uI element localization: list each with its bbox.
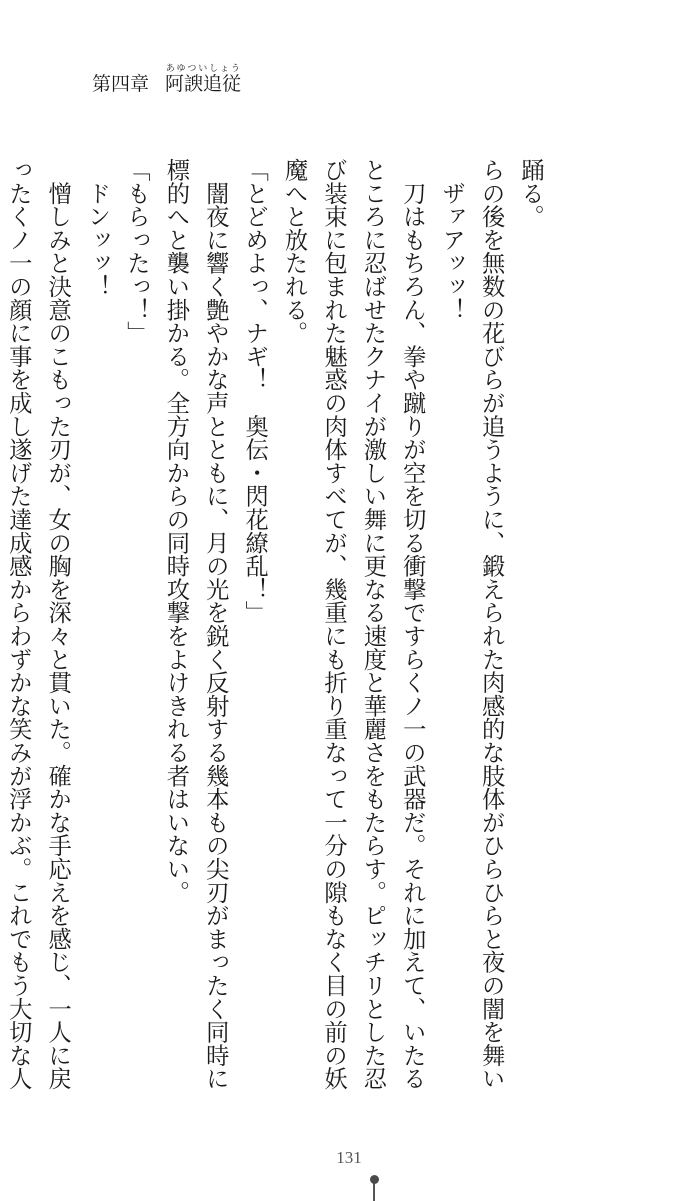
- folio-ornament-stem: [373, 1181, 375, 1201]
- text-line: 「とどめよっ、ナギ！ 奥伝・閃花繚乱！」: [241, 158, 269, 624]
- text-line: 標的へと襲い掛かる。全方向からの同時攻撃をよけきれる者はいない。: [162, 158, 190, 904]
- chapter-title-reading: あゆついしょう: [165, 64, 242, 74]
- text-line: 闇夜に響く艶やかな声とともに、月の光を鋭く反射する幾本もの尖刃がまったく同時に: [201, 158, 229, 1090]
- chapter-label: 第四章: [92, 73, 150, 95]
- folio-ornament: [373, 1171, 376, 1200]
- page-number: 131: [336, 1148, 362, 1167]
- text-line: ザァアッッ！: [438, 158, 466, 322]
- text-line: 「もらったっ！」: [122, 158, 150, 345]
- text-line: 憎しみと決意のこもった刃が、女の胸を深々と貫いた。確かな手応えを感じ、一人に戻: [44, 158, 72, 1090]
- body-text: [0, 158, 550, 1090]
- text-line: ったくノ一の顔に事を成し遂げた達成感からわずかな笑みが浮かぶ。これでもう大切な人: [4, 158, 32, 1090]
- chapter-title: [165, 64, 241, 96]
- text-line: 踊る。: [517, 158, 544, 228]
- text-line: 刀はもちろん、拳や蹴りが空を切る衝撃ですらくノ一の武器だ。それに加えて、いたる: [398, 158, 426, 1090]
- text-line: ドンッッ！: [83, 158, 111, 298]
- chapter-title-text: 阿諛追従: [165, 73, 242, 95]
- running-head: [92, 60, 241, 96]
- text-line: ところに忍ばせたクナイが激しい舞に更なる速度と華麗さをもたらす。ピッチリとした忍: [359, 158, 387, 1090]
- text-line: 魔へと放たれる。: [280, 158, 308, 345]
- folio-ornament-dot: [370, 1175, 379, 1184]
- text-line: らの後を無数の花びらが追うように、鍛えられた肉感的な肢体がひらひらと夜の闇を舞い: [477, 158, 505, 1090]
- text-line: び装束に包まれた魅惑の肉体すべてが、幾重にも折り重なって一分の隙もなく目の前の妖: [319, 158, 347, 1090]
